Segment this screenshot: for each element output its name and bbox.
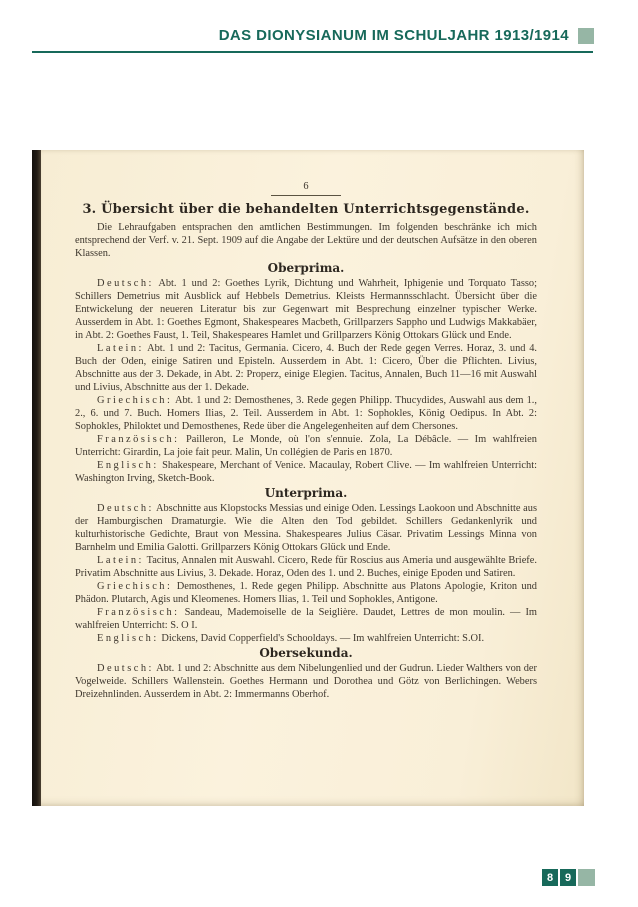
subject-text: Abt. 1 und 2: Demosthenes, 3. Rede gegen Philipp. Thucydides, Auswahl aus dem 1., 2., 6. und 7. Buch. Homers Ilias, 2. Teil. Ausserdem in Abt. 1: Sophokles, König Oedipus. In Abt. 2: Sophokles, Philoktet und Demosthenes, Rede über die Angelegenheiten auf dem Chersones. — [75, 395, 537, 432]
subject-label: Deutsch: — [97, 503, 154, 514]
subject-label: Deutsch: — [97, 278, 154, 289]
subject-entry-oberprima-deutsch — [75, 277, 537, 342]
subject-label: Englisch: — [97, 460, 159, 471]
subject-text: Shakespeare, Merchant of Venice. Macaulay, Robert Clive. — Im wahlfreien Unterricht: Washington Irving, Sketch-Book. — [75, 460, 537, 484]
page-indicator — [542, 869, 595, 886]
subject-entry-obersekunda-deutsch — [75, 662, 537, 701]
subject-entry-oberprima-englisch — [75, 459, 537, 485]
subject-text: Abt. 1 und 2: Tacitus, Germania. Cicero, 4. Buch der Rede gegen Verres. Horaz, 3. und 4. Buch der Oden, einige Satiren und Episteln. Ausserdem in Abt. 1: Cicero, Über die Pflichten. Livius, Abschnitte aus der 3. Dekade, in Abt. 2: Properz, einige Elegien. Tacitus, Annalen, Buch 11—16 mit Auswahl und Livius, Abschnitte aus der 1. Dekade. — [75, 343, 537, 393]
report-title: DAS DIONYSIANUM IM SCHULJAHR 1913/1914 — [218, 27, 569, 44]
subject-entry-unterprima-latein — [75, 554, 537, 580]
subject-text: Dickens, David Copperfield's Schooldays. — Im wahlfreien Unterricht: S.OI. — [161, 633, 485, 644]
subject-entry-oberprima-franzoesisch — [75, 433, 537, 459]
scanned-book-page — [32, 150, 584, 806]
subject-label: Englisch: — [97, 633, 159, 644]
subject-text: Abt. 1 und 2: Goethes Lyrik, Dichtung und Wahrheit, Iphigenie und Torquato Tasso; Schillers Demetrius mit Ausblick auf Hebbels Demetrius. Kleists Hermannsschlacht. Übersicht über die Entwickelung der neueren Literatur bis zur Gegenwart mit Besprechung einzelner typischer Werke. Ausserdem in Abt. 1: Goethes Egmont, Shakespeares Macbeth, Grillparzers Sappho und Ludwigs Makkabäer, in Abt. 2: Goethes Faust, 1. Teil, Shakespeares Hamlet und Grillparzers König Ottokars Glück und Ende. — [75, 278, 537, 341]
subject-text: Tacitus, Annalen mit Auswahl. Cicero, Rede für Roscius aus Ameria und ausgewählte Briefe. Privatim Abschnitte aus Livius, 3. Dekade. Horaz, Oden des 1. und 2. Buches, einige Epoden und Satiren. — [75, 555, 537, 579]
page-box-blank — [578, 869, 595, 886]
subject-text: Abschnitte aus Klopstocks Messias und einige Oden. Lessings Laokoon und Abschnitte aus der Hamburgischen Dramaturgie. Wie die Alten den Tod gebildet. Schillers Gedankenlyrik und kulturhistorische Gedichte, Braut von Messina. Shakespeares Julius Cäsar. Privatim Lessings Minna von Barnhelm und Emilia Galotti. Grillparzers König Ottokars Glück und Ende. — [75, 503, 537, 553]
subject-text: Pailleron, Le Monde, où l'on s'ennuie. Zola, La Débâcle. — Im wahlfreien Unterricht: Girardin, La joie fait peur. Malin, Un collégien de Paris en 1870. — [75, 434, 537, 458]
subject-text: Sandeau, Mademoiselle de la Seiglière. Daudet, Lettres de mon moulin. — Im wahlfreien Unterricht: S. O I. — [75, 607, 537, 631]
subject-entry-unterprima-griechisch — [75, 580, 537, 606]
subject-entry-oberprima-griechisch — [75, 394, 537, 433]
scan-folio-rule — [271, 195, 341, 196]
subject-entry-unterprima-franzoesisch — [75, 606, 537, 632]
class-heading-obersekunda: Obersekunda. — [259, 646, 353, 660]
subject-text: Demosthenes, 1. Rede gegen Philipp. Abschnitte aus Platons Apologie, Kriton und Phädon. Plutarch, Agis und Kleomenes. Homers Ilias, 1. Teil und Sophokles, Antigone. — [75, 581, 537, 605]
subject-label: Latein: — [97, 343, 144, 354]
page-number-left[interactable]: 8 — [542, 869, 558, 886]
header-rule — [32, 51, 593, 53]
scan-page-surface — [41, 150, 584, 806]
scan-section-title: 3. Übersicht über die behandelten Unterrichtsgegenstände. — [82, 202, 530, 217]
subject-label: Französisch: — [97, 607, 180, 618]
header-accent-square-icon — [578, 28, 594, 44]
subject-entry-unterprima-englisch — [75, 632, 537, 645]
subject-label: Griechisch: — [97, 581, 173, 592]
subject-text: Abt. 1 und 2: Abschnitte aus dem Nibelungenlied und der Gudrun. Lieder Walthers von der Vogelweide. Schillers Wallenstein. Goethes Hermann und Dorothea und Götz von Berlichingen. Webers Dreizehnlinden. Ausserdem in Abt. 2: Immermanns Oberhof. — [75, 663, 537, 700]
class-heading-unterprima: Unterprima. — [264, 486, 348, 500]
subject-label: Deutsch: — [97, 663, 154, 674]
page-number-right[interactable]: 9 — [560, 869, 576, 886]
scan-folio-number: 6 — [303, 181, 309, 192]
class-heading-oberprima: Oberprima. — [267, 261, 345, 275]
book-binding-edge — [32, 150, 41, 806]
subject-label: Französisch: — [97, 434, 180, 445]
subject-label: Latein: — [97, 555, 144, 566]
scan-intro-paragraph: Die Lehraufgaben entsprachen den amtlichen Bestimmungen. Im folgenden beschränke ich mich entsprechend der Verf. v. 21. Sept. 1909 auf die Angabe der Lektüre und der deutschen Aufsätze in den oberen Klassen. — [75, 222, 537, 259]
subject-entry-unterprima-deutsch — [75, 502, 537, 554]
subject-entry-oberprima-latein — [75, 342, 537, 394]
subject-label: Griechisch: — [97, 395, 173, 406]
